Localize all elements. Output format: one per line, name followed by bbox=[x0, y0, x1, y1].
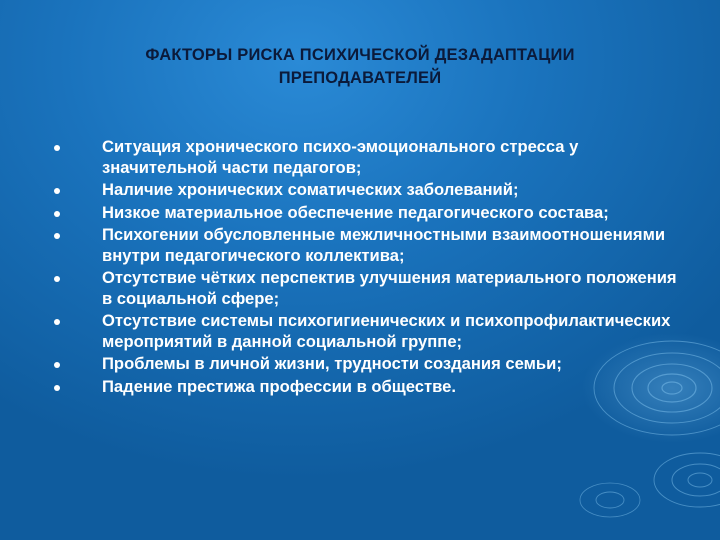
risk-factor-list bbox=[54, 137, 684, 399]
bullet-dot-icon bbox=[54, 233, 60, 239]
list-item-text: Наличие хронических соматических заболеваний; bbox=[102, 180, 519, 200]
list-item bbox=[54, 203, 684, 224]
list-item bbox=[54, 377, 684, 398]
list-item-text: Проблемы в личной жизни, трудности создания семьи; bbox=[102, 354, 562, 374]
list-item bbox=[54, 225, 684, 266]
list-item-text: Психогении обусловленные межличностными взаимоотношениями внутри педагогического коллектива; bbox=[102, 225, 666, 265]
list-item bbox=[54, 354, 684, 375]
bullet-dot-icon bbox=[54, 319, 60, 325]
bullet-dot-icon bbox=[54, 145, 60, 151]
list-item-text: Отсутствие чётких перспектив улучшения материального положения в социальной сфере; bbox=[102, 268, 677, 308]
list-item-text: Ситуация хронического психо-эмоционального стресса у значительной части педагогов; bbox=[102, 137, 579, 177]
bullet-dot-icon bbox=[54, 362, 60, 368]
list-item bbox=[54, 311, 684, 352]
bullet-dot-icon bbox=[54, 188, 60, 194]
title-line-2: ПРЕПОДАВАТЕЛЕЙ bbox=[278, 69, 442, 87]
bullet-dot-icon bbox=[54, 276, 60, 282]
list-item-text: Отсутствие системы психогигиенических и психопрофилактических мероприятий в данной социальной группе; bbox=[102, 311, 671, 351]
bullet-dot-icon bbox=[54, 211, 60, 217]
list-item bbox=[54, 180, 684, 201]
list-item-text: Низкое материальное обеспечение педагогического состава; bbox=[102, 202, 609, 222]
title-line-1: ФАКТОРЫ РИСКА ПСИХИЧЕСКОЙ ДЕЗАДАПТАЦИИ bbox=[145, 46, 575, 64]
list-item bbox=[54, 268, 684, 309]
bullet-dot-icon bbox=[54, 385, 60, 391]
list-item-text: Падение престижа профессии в обществе. bbox=[102, 376, 456, 396]
list-item bbox=[54, 137, 684, 178]
slide-title bbox=[60, 44, 660, 90]
